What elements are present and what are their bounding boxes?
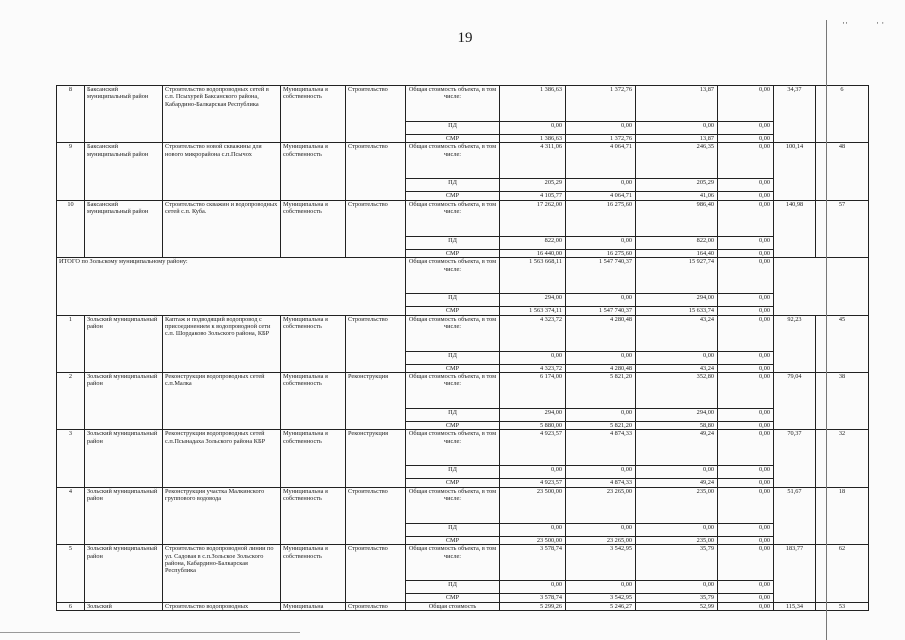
score-cell: 57 <box>816 200 869 257</box>
indicator-cell: 79,04 <box>774 373 816 430</box>
object-name-cell: Реконструкция участка Малкинского группового водовода <box>163 487 281 544</box>
total-cost-cell: 1 563 668,11 <box>500 258 566 294</box>
local-cost-cell: 0,00 <box>718 86 774 122</box>
regional-cost-cell: 822,00 <box>636 236 718 249</box>
score-cell: 32 <box>816 430 869 487</box>
row-number-cell: 6 <box>57 602 85 610</box>
total-cost-cell: 4 311,06 <box>500 143 566 179</box>
federal-cost-cell: 0,00 <box>566 581 636 594</box>
work-type-cell: Строительство <box>346 143 406 200</box>
federal-cost-cell: 0,00 <box>566 523 636 536</box>
cost-label-cell: Общая стоимость объекта, в том числе: <box>406 430 500 466</box>
cost-label-cell: Общая стоимость объекта, в том числе: <box>406 200 500 236</box>
regional-cost-cell: 43,24 <box>636 364 718 372</box>
total-cost-cell: 23 500,00 <box>500 536 566 544</box>
municipality-cell: Зольский муниципальный район <box>85 487 163 544</box>
regional-cost-cell: 49,24 <box>636 430 718 466</box>
indicator-cell: 100,14 <box>774 143 816 200</box>
row-number-cell: 3 <box>57 430 85 487</box>
page-number: 19 <box>457 30 473 46</box>
score-cell: 38 <box>816 373 869 430</box>
federal-cost-cell: 1 547 740,37 <box>566 258 636 294</box>
work-type-cell: Строительство <box>346 86 406 143</box>
cost-label-cell: ПД <box>406 409 500 422</box>
cost-label-cell: СМР <box>406 479 500 487</box>
federal-cost-cell: 0,00 <box>566 179 636 192</box>
federal-cost-cell: 1 547 740,37 <box>566 307 636 315</box>
federal-cost-cell: 4 874,33 <box>566 430 636 466</box>
ownership-cell: Муниципальна я собственность <box>281 200 346 257</box>
local-cost-cell: 0,00 <box>718 351 774 364</box>
cost-label-cell: Общая стоимость объекта, в том числе: <box>406 315 500 351</box>
cost-label-cell: Общая стоимость объекта, в том числе: <box>406 487 500 523</box>
table-row <box>57 487 869 523</box>
regional-cost-cell: 35,79 <box>636 545 718 581</box>
total-cost-cell: 4 105,77 <box>500 192 566 200</box>
municipality-cell: Баксанский муниципальный район <box>85 86 163 143</box>
cost-label-cell: Общая стоимость объекта, в том числе: <box>406 86 500 122</box>
cost-label-cell: ПД <box>406 351 500 364</box>
municipality-cell: Баксанский муниципальный район <box>85 200 163 257</box>
cost-label-cell: ПД <box>406 466 500 479</box>
regional-cost-cell: 13,87 <box>636 86 718 122</box>
cost-label-cell: Общая стоимость объекта, в том числе: <box>406 373 500 409</box>
ownership-cell: Муниципальна я собственность <box>281 487 346 544</box>
federal-cost-cell: 4 280,48 <box>566 315 636 351</box>
indicator-cell: 70,37 <box>774 430 816 487</box>
total-cost-cell: 822,00 <box>500 236 566 249</box>
federal-cost-cell: 0,00 <box>566 294 636 307</box>
indicator-cell: 34,37 <box>774 86 816 143</box>
indicator-cell: 51,67 <box>774 487 816 544</box>
cost-label-cell: ПД <box>406 236 500 249</box>
total-cost-cell: 1 386,63 <box>500 86 566 122</box>
ownership-cell: Муниципальна я собственность <box>281 545 346 602</box>
cost-label-cell: СМР <box>406 594 500 602</box>
work-type-cell: Строительство <box>346 602 406 610</box>
federal-cost-cell: 23 265,00 <box>566 536 636 544</box>
cost-label-cell: Общая стоимость <box>406 602 500 610</box>
total-cost-cell: 3 578,74 <box>500 594 566 602</box>
local-cost-cell: 0,00 <box>718 135 774 143</box>
row-number-cell: 8 <box>57 86 85 143</box>
work-type-cell: Реконструкция <box>346 373 406 430</box>
cost-label-cell: Общая стоимость объекта, в том числе: <box>406 258 500 294</box>
municipality-cell: Зольский <box>85 602 163 610</box>
total-cost-cell: 294,00 <box>500 409 566 422</box>
regional-cost-cell: 294,00 <box>636 409 718 422</box>
work-type-cell: Строительство <box>346 487 406 544</box>
ownership-cell: Муниципальна я собственность <box>281 315 346 372</box>
indicator-cell: 183,77 <box>774 545 816 602</box>
row-number-cell: 1 <box>57 315 85 372</box>
regional-cost-cell: 0,00 <box>636 523 718 536</box>
regional-cost-cell: 35,79 <box>636 594 718 602</box>
investment-table <box>56 85 869 611</box>
municipality-cell: Зольский муниципальный район <box>85 430 163 487</box>
score-cell: 18 <box>816 487 869 544</box>
indicator-cell: 140,98 <box>774 200 816 257</box>
federal-cost-cell: 0,00 <box>566 351 636 364</box>
regional-cost-cell: 294,00 <box>636 294 718 307</box>
cost-label-cell: СМР <box>406 135 500 143</box>
local-cost-cell: 0,00 <box>718 523 774 536</box>
work-type-cell: Реконструкция <box>346 430 406 487</box>
cost-label-cell: ПД <box>406 581 500 594</box>
regional-cost-cell: 13,87 <box>636 135 718 143</box>
regional-cost-cell: 0,00 <box>636 122 718 135</box>
total-cost-cell: 0,00 <box>500 581 566 594</box>
federal-cost-cell: 4 874,33 <box>566 479 636 487</box>
corner-mark: · · <box>876 18 885 28</box>
object-name-cell: Строительство водопроводных <box>163 602 281 610</box>
regional-cost-cell: 205,29 <box>636 179 718 192</box>
object-name-cell: Каптаж и подводящий водопровод с присоединением к водопроводной сети с.п. Шордаково Зольского района, КБР <box>163 315 281 372</box>
total-cost-cell: 294,00 <box>500 294 566 307</box>
federal-cost-cell: 23 265,00 <box>566 487 636 523</box>
row-number-cell: 4 <box>57 487 85 544</box>
total-cost-cell: 0,00 <box>500 466 566 479</box>
total-cost-cell: 0,00 <box>500 523 566 536</box>
ownership-cell: Муниципальна <box>281 602 346 610</box>
federal-cost-cell: 3 542,95 <box>566 545 636 581</box>
cost-label-cell: ПД <box>406 122 500 135</box>
local-cost-cell: 0,00 <box>718 258 774 294</box>
cost-label-cell: СМР <box>406 307 500 315</box>
work-type-cell: Строительство <box>346 315 406 372</box>
object-name-cell: Строительство скважин и водопроводных сетей с.п. Куба. <box>163 200 281 257</box>
local-cost-cell: 0,00 <box>718 545 774 581</box>
federal-cost-cell: 1 372,76 <box>566 86 636 122</box>
regional-cost-cell: 246,35 <box>636 143 718 179</box>
local-cost-cell: 0,00 <box>718 409 774 422</box>
local-cost-cell: 0,00 <box>718 179 774 192</box>
regional-cost-cell: 41,06 <box>636 192 718 200</box>
total-cost-cell: 0,00 <box>500 351 566 364</box>
local-cost-cell: 0,00 <box>718 294 774 307</box>
regional-cost-cell: 235,00 <box>636 487 718 523</box>
regional-cost-cell: 43,24 <box>636 315 718 351</box>
total-cost-cell: 17 262,00 <box>500 200 566 236</box>
total-cost-cell: 1 563 374,11 <box>500 307 566 315</box>
federal-cost-cell: 4 064,71 <box>566 192 636 200</box>
ownership-cell: Муниципальна я собственность <box>281 86 346 143</box>
municipality-cell: Зольский муниципальный район <box>85 373 163 430</box>
federal-cost-cell: 0,00 <box>566 466 636 479</box>
table-row <box>57 373 869 409</box>
cost-label-cell: Общая стоимость объекта, в том числе: <box>406 143 500 179</box>
local-cost-cell: 0,00 <box>718 236 774 249</box>
local-cost-cell: 0,00 <box>718 466 774 479</box>
total-cost-cell: 3 578,74 <box>500 545 566 581</box>
local-cost-cell: 0,00 <box>718 364 774 372</box>
local-cost-cell: 0,00 <box>718 143 774 179</box>
local-cost-cell: 0,00 <box>718 200 774 236</box>
federal-cost-cell: 0,00 <box>566 409 636 422</box>
cost-label-cell: СМР <box>406 536 500 544</box>
table-row <box>57 315 869 351</box>
cost-label-cell: ПД <box>406 294 500 307</box>
federal-cost-cell: 5 821,20 <box>566 373 636 409</box>
regional-cost-cell: 49,24 <box>636 479 718 487</box>
cost-label-cell: СМР <box>406 249 500 257</box>
federal-cost-cell: 16 275,60 <box>566 200 636 236</box>
regional-cost-cell: 15 633,74 <box>636 307 718 315</box>
row-number-cell: 10 <box>57 200 85 257</box>
federal-cost-cell: 5 821,20 <box>566 422 636 430</box>
footer-line <box>0 632 300 633</box>
total-cost-cell: 4 923,57 <box>500 430 566 466</box>
regional-cost-cell: 0,00 <box>636 466 718 479</box>
regional-cost-cell: 986,40 <box>636 200 718 236</box>
federal-cost-cell: 0,00 <box>566 236 636 249</box>
work-type-cell: Строительство <box>346 545 406 602</box>
row-number-cell: 2 <box>57 373 85 430</box>
federal-cost-cell: 3 542,95 <box>566 594 636 602</box>
table-row <box>57 545 869 581</box>
object-name-cell: Реконструкция водопроводных сетей с.п.Малка <box>163 373 281 430</box>
total-cost-cell: 6 174,00 <box>500 373 566 409</box>
cost-label-cell: СМР <box>406 422 500 430</box>
regional-cost-cell: 58,80 <box>636 422 718 430</box>
indicator-cell: 115,34 <box>774 602 816 610</box>
table-body <box>57 86 869 611</box>
regional-cost-cell: 0,00 <box>636 351 718 364</box>
score-cell: 45 <box>816 315 869 372</box>
table-row <box>57 200 869 236</box>
total-cost-cell: 5 880,00 <box>500 422 566 430</box>
total-cost-cell: 4 323,72 <box>500 364 566 372</box>
federal-cost-cell: 1 372,76 <box>566 135 636 143</box>
local-cost-cell: 0,00 <box>718 249 774 257</box>
cost-label-cell: ПД <box>406 179 500 192</box>
district-total-title: ИТОГО по Зольскому муниципальному району: <box>57 258 406 315</box>
federal-cost-cell: 16 275,60 <box>566 249 636 257</box>
total-cost-cell: 23 500,00 <box>500 487 566 523</box>
object-name-cell: Строительство новой скважины для нового микрорайона с.п.Псычох <box>163 143 281 200</box>
regional-cost-cell: 52,99 <box>636 602 718 610</box>
cost-label-cell: Общая стоимость объекта, в том числе: <box>406 545 500 581</box>
ownership-cell: Муниципальна я собственность <box>281 143 346 200</box>
table-row <box>57 258 869 294</box>
indicator-cell: 92,23 <box>774 315 816 372</box>
local-cost-cell: 0,00 <box>718 373 774 409</box>
ownership-cell: Муниципальна я собственность <box>281 430 346 487</box>
local-cost-cell: 0,00 <box>718 307 774 315</box>
regional-cost-cell: 15 927,74 <box>636 258 718 294</box>
total-cost-cell: 16 440,00 <box>500 249 566 257</box>
total-cost-cell: 4 923,57 <box>500 479 566 487</box>
local-cost-cell: 0,00 <box>718 192 774 200</box>
object-name-cell: Реконструкция водопроводных сетей с.п.Псынадаха Зольского района КБР <box>163 430 281 487</box>
corner-mark: ·· <box>842 18 848 28</box>
municipality-cell: Зольский муниципальный район <box>85 545 163 602</box>
row-number-cell: 9 <box>57 143 85 200</box>
total-cost-cell: 4 323,72 <box>500 315 566 351</box>
local-cost-cell: 0,00 <box>718 430 774 466</box>
row-number-cell: 5 <box>57 545 85 602</box>
regional-cost-cell: 235,00 <box>636 536 718 544</box>
total-cost-cell: 205,29 <box>500 179 566 192</box>
local-cost-cell: 0,00 <box>718 581 774 594</box>
total-cost-cell: 5 299,26 <box>500 602 566 610</box>
score-cell: 53 <box>816 602 869 610</box>
score-cell: 6 <box>816 86 869 143</box>
score-cell: 62 <box>816 545 869 602</box>
cost-label-cell: СМР <box>406 192 500 200</box>
object-name-cell: Строительство водопроводных сетей в с.п. Псыхурей Баксанского района, Кабардино-Балкарская Республика <box>163 86 281 143</box>
local-cost-cell: 0,00 <box>718 422 774 430</box>
ownership-cell: Муниципальна я собственность <box>281 373 346 430</box>
municipality-cell: Баксанский муниципальный район <box>85 143 163 200</box>
local-cost-cell: 0,00 <box>718 487 774 523</box>
total-cost-cell: 1 386,63 <box>500 135 566 143</box>
local-cost-cell: 0,00 <box>718 122 774 135</box>
federal-cost-cell: 4 064,71 <box>566 143 636 179</box>
total-cost-cell: 0,00 <box>500 122 566 135</box>
cost-label-cell: СМР <box>406 364 500 372</box>
local-cost-cell: 0,00 <box>718 479 774 487</box>
federal-cost-cell: 5 246,27 <box>566 602 636 610</box>
regional-cost-cell: 352,80 <box>636 373 718 409</box>
object-name-cell: Строительство водопроводной линии по ул. Садовая в с.п.Зольское Зольского района, Кабардино-Балкарская Республика <box>163 545 281 602</box>
empty-cell <box>774 258 869 315</box>
local-cost-cell: 0,00 <box>718 602 774 610</box>
table-row <box>57 430 869 466</box>
federal-cost-cell: 4 280,48 <box>566 364 636 372</box>
regional-cost-cell: 164,40 <box>636 249 718 257</box>
federal-cost-cell: 0,00 <box>566 122 636 135</box>
table-row <box>57 86 869 122</box>
local-cost-cell: 0,00 <box>718 315 774 351</box>
work-type-cell: Строительство <box>346 200 406 257</box>
table-row <box>57 143 869 179</box>
page-edge-line <box>826 20 827 640</box>
local-cost-cell: 0,00 <box>718 594 774 602</box>
regional-cost-cell: 0,00 <box>636 581 718 594</box>
score-cell: 48 <box>816 143 869 200</box>
table-row <box>57 602 869 610</box>
cost-label-cell: ПД <box>406 523 500 536</box>
local-cost-cell: 0,00 <box>718 536 774 544</box>
municipality-cell: Зольский муниципальный район <box>85 315 163 372</box>
